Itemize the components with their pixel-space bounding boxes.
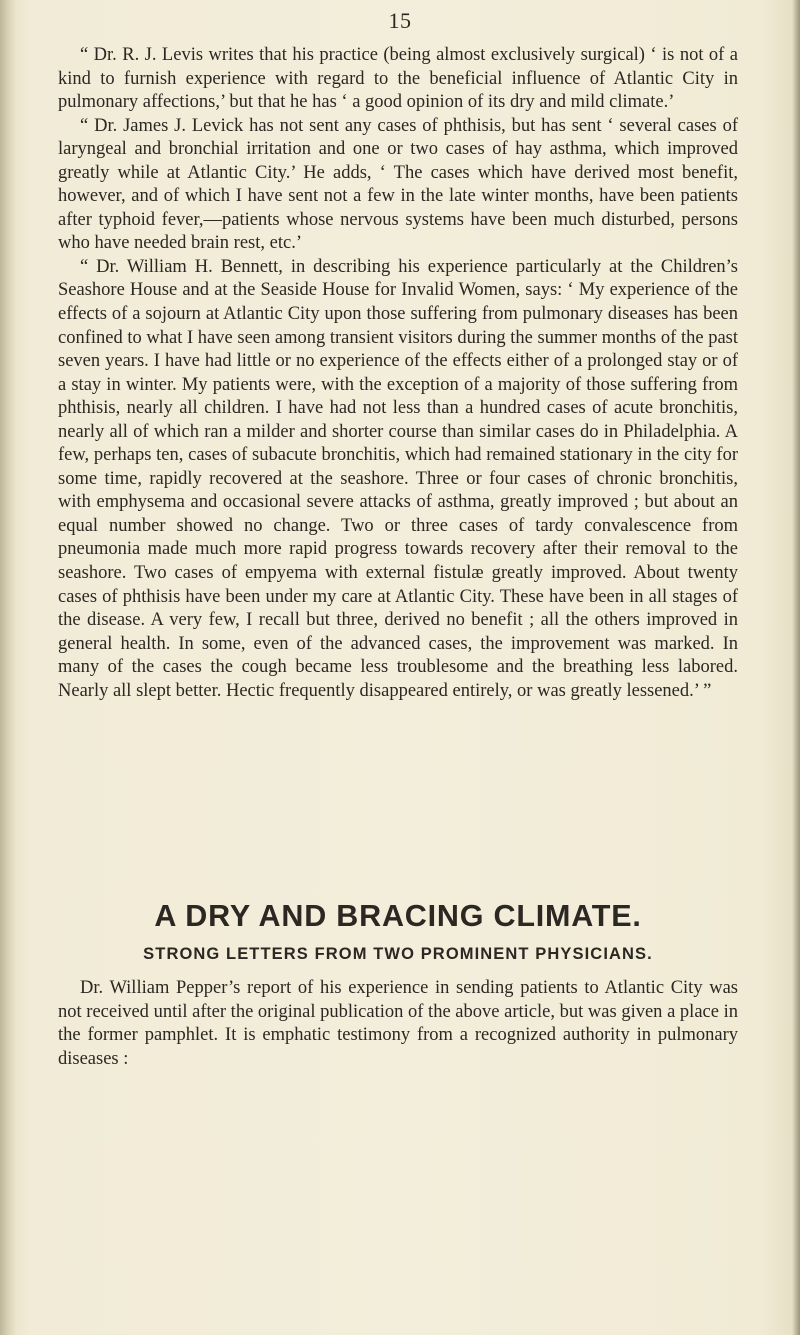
- page-number: 15: [388, 8, 412, 33]
- section-subheading: STRONG LETTERS FROM TWO PROMINENT PHYSICIANS.: [143, 945, 653, 963]
- paragraph-bennett: “ Dr. William H. Bennett, in describing his experience particularly at the Children’s Seashore House and at the Seaside House for Invalid Women, says: ‘ My experience of the effects of a sojourn at Atlantic City upon those suffering from pulmonary diseases has been confined to what I have seen among transient visitors during the summer months of the past seven years. I have had little or no experience of the effects either of a prolonged stay or of a stay in winter. My patients were, with the exception of a majority of those suffering from phthisis, nearly all children. I have had not less than a hundred cases of acute bronchitis, nearly all of which ran a milder and shorter course than similar cases do in Philadelphia. A few, perhaps ten, cases of subacute bronchitis, which had remained stationary in the city for some time, rapidly recovered at the seashore. Three or four cases of chronic bronchitis, with emphysema and occasional severe attacks of asthma, greatly improved ; but about an equal number showed no change. Two or three cases of tardy convalescence from pneumonia made much more rapid progress towards recovery after their removal to the seashore. Two cases of empyema with external fistulæ greatly improved. About twenty cases of phthisis have been under my care at Atlantic City. These have been in all stages of the disease. A very few, I recall but three, derived no benefit ; all the others improved in general health. In some, even of the advanced cases, the improvement was marked. In many of the cases the cough became less troublesome and the breathing less labored. Nearly all slept better. Hectic frequently disappeared entirely, or was greatly lessened.’ ”: [58, 256, 738, 701]
- paragraph-levick: “ Dr. James J. Levick has not sent any cases of phthisis, but has sent ‘ several cases of laryngeal and bronchial irritation and one or two cases of hay asthma, which improved greatly while at Atlantic City.’ He adds, ‘ The cases which have derived most benefit, however, and of which I have sent not a few in the late winter months, have been patients after typhoid fever,—patients whose nervous systems have been much disturbed, persons who have needed brain rest, etc.’: [58, 115, 738, 254]
- closing-text: [58, 977, 738, 1071]
- paragraph-pepper: Dr. William Pepper’s report of his experience in sending patients to Atlantic City was not received until after the original publication of the above article, but was given a place in the former pamphlet. It is emphatic testimony from a recognized authority in pulmonary diseases :: [58, 978, 738, 1069]
- section-heading: A DRY AND BRACING CLIMATE.: [154, 899, 642, 933]
- paragraph-levis: “ Dr. R. J. Levis writes that his practice (being almost exclusively surgical) ‘ is not of a kind to furnish experience with regard to the beneficial influence of Atlantic City in pulmonary affections,’ but that he has ‘ a good opinion of its dry and mild climate.’: [58, 45, 738, 113]
- page-edge-shadow: [792, 0, 800, 1335]
- page-binding-shadow: [0, 0, 16, 1335]
- body-text: [58, 44, 738, 703]
